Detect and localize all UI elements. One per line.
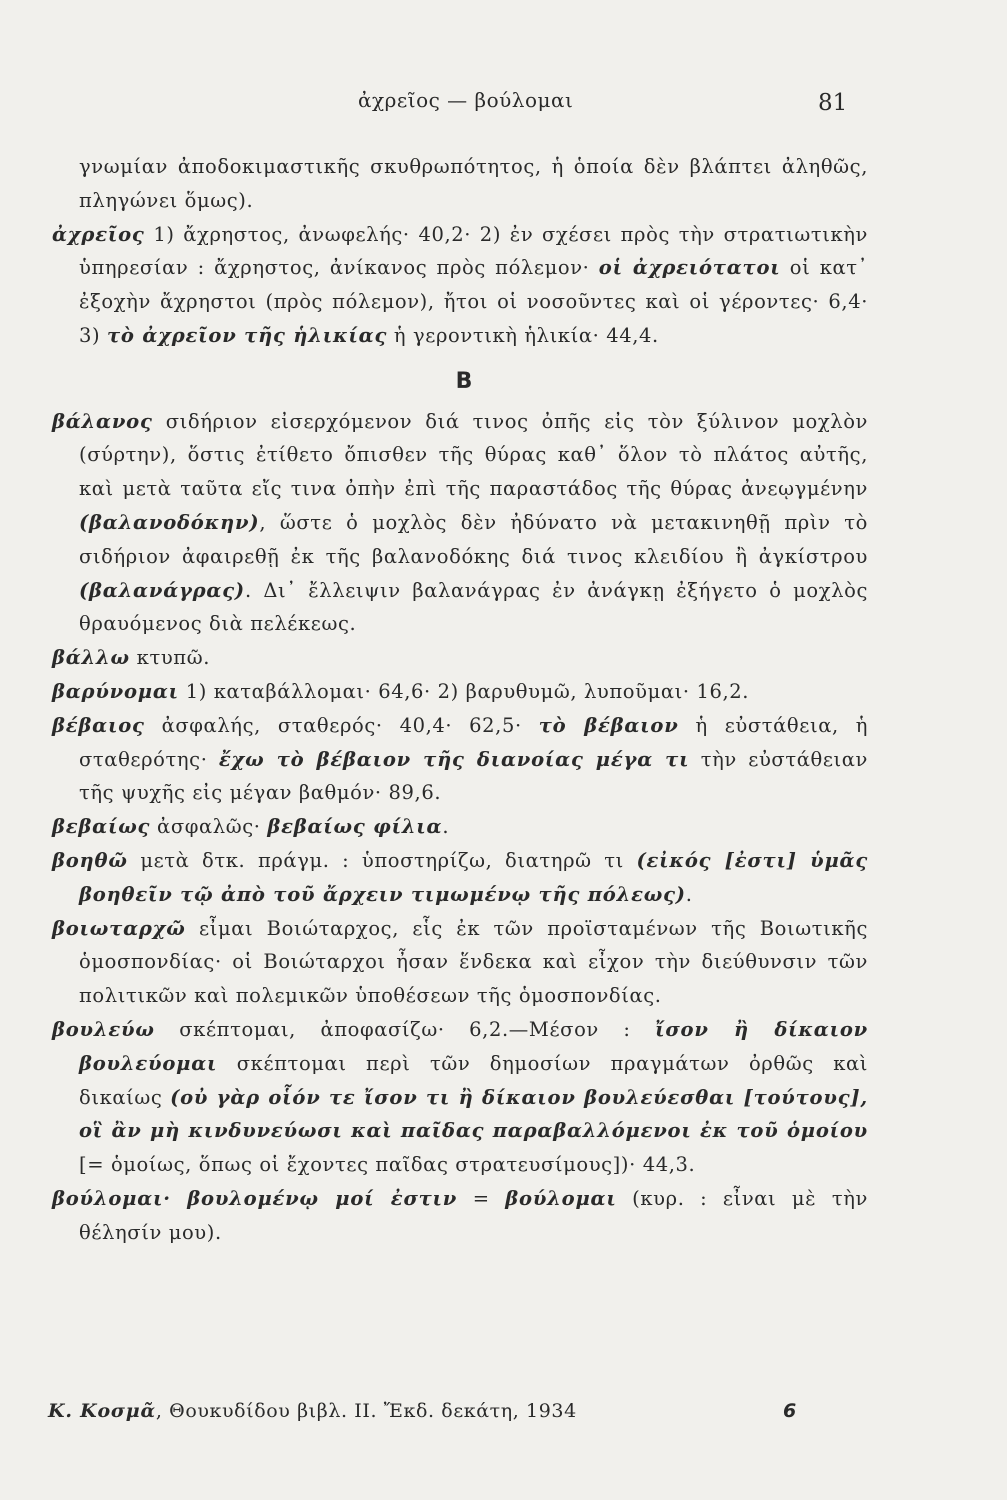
entry-text: σιδήριον εἰσερχόμενον διά τινος ὀπῆς εἰς τὸν ξύλινον μοχλὸν (σύρτην), ὅστις ἐτίθετο ὄπισθεν τῆς θύρας καθ᾽ ὅλον τὸ πλάτος αὐτῆς, καὶ μετὰ ταῦτα εἴς τινα ὀπὴν ἐπὶ τῆς παραστάδος τῆς θύρας ἀνεῳγμένην [79,409,868,501]
entry-text: ἡ γεροντικὴ ἡλικία· 44,4. [387,323,659,347]
phrase: τὸ ἀχρεῖον τῆς ἡλικίας [107,323,388,347]
lemma: βουλεύω [52,1017,155,1041]
running-head: ἀχρεῖος — βούλομαι [358,88,574,112]
entry-text: (κυρ. : εἶναι μὲ τὴν θέλησίν μου). [79,1186,868,1244]
phrase: (βαλανοδόκην) [79,510,260,534]
entry-text: οἱ κατ᾽ ἐξοχὴν ἄχρηστοι (πρὸς πόλεμον), ἤτοι οἱ νοσοῦντες καὶ οἱ γέροντες· 6,4· 3) [79,256,868,347]
entry-barynomai [52,675,868,709]
entry-achreios [52,218,868,353]
entry-text: 1) ἄχρηστος, ἀνωφελής· 40,2· 2) ἐν σχέσει πρὸς τὴν στρατιωτικὴν ὑπηρεσίαν : ἄχρηστος, ἀνίκανος πρὸς πόλεμον· [79,222,868,280]
entry-text: κτυπῶ. [129,646,211,670]
entry-boiotarcho [52,912,868,1013]
phrase: βουλομένῳ μοί ἐστιν [170,1186,458,1210]
lemma: ἀχρεῖος [52,222,145,246]
phrase: (εἰκός [ἐστι] ὑμᾶς βοηθεῖν τῷ ἀπὸ τοῦ ἄρχειν τιμωμένῳ τῆς πόλεως) [79,848,868,906]
continued-paragraph: γνωμίαν ἀποδοκιμαστικῆς σκυθρωπότητος, ἡ ὁποία δὲν βλάπτει ἀληθῶς, πληγώνει ὅμως). [79,155,868,212]
entry-text: ἀσφαλής, σταθερός· 40,4· 62,5· [144,713,539,737]
entry-bohtho [52,844,868,912]
page-header [0,88,1007,122]
phrase: ἔχω τὸ βέβαιον τῆς διανοίας μέγα τι [218,747,690,771]
entry-text: . [685,882,693,906]
entry-bebaios-adv [52,810,868,844]
lemma: βοιωταρχῶ [52,916,186,940]
lemma: βάλλω [52,646,130,670]
entry-text: [= ὁμοίως, ὅπως οἱ ἔχοντες παῖδας στρατευσίμους])· 44,3. [79,1153,696,1177]
phrase: οἱ ἀχρειότατοι [598,256,781,280]
lemma: βούλομαι· [52,1186,171,1210]
lemma: βοηθῶ [52,848,128,872]
lemma: βαρύνομαι [52,679,179,703]
lemma: βάλανος [52,409,153,433]
lemma: βέβαιος [52,713,145,737]
entry-text: εἶμαι Βοιώταρχος, εἷς ἐκ τῶν προϊσταμένων τῆς Βοιωτικῆς ὁμοσπονδίας· οἱ Βοιώταρχοι ἦσαν ἕνδεκα καὶ εἶχον τὴν διεύθυνσιν τῶν πολιτικῶν καὶ πολεμικῶν ὑποθέσεων τῆς ὁμοσπονδίας. [79,916,868,1008]
phrase: βούλομαι [505,1186,617,1210]
entry-text: . Δι᾽ ἔλλειψιν βαλανάγρας ἐν ἀνάγκῃ ἐξήγετο ὁ μοχλὸς θραυόμενος διὰ πελέκεως. [79,578,868,636]
section-letter: Β [455,368,473,394]
entry-text: ἀσφαλῶς· [150,815,268,839]
footer-author: Κ. Κοσμᾶ [48,1400,156,1422]
entry-ballo [52,641,868,675]
page-footer [48,1400,868,1422]
entry-text: τὴν εὐστάθειαν τῆς ψυχῆς εἰς μέγαν βαθμόν· 89,6. [79,747,868,805]
entry-text: , ὥστε ὁ μοχλὸς δὲν ἠδύνατο νὰ μετακινηθῇ πρὶν τὸ σιδήριον ἀφαιρεθῇ ἐκ τῆς βαλανοδόκης διά τινος κλειδίου ἢ ἀγκίστρου [79,510,868,568]
entry-text: 1) καταβάλλομαι· 64,6· 2) βαρυθυμῶ, λυποῦμαι· 16,2. [178,679,750,703]
entry-text: μετὰ δτκ. πράγμ. : ὑποστηρίζω, διατηρῶ τι [127,848,637,872]
entry-text: = [457,1186,506,1210]
footer-text: , Θουκυδίδου βιβλ. II. Ἔκδ. δεκάτη, 1934 [155,1400,577,1422]
lemma: βεβαίως [52,815,151,839]
entry-boulomai [52,1182,868,1250]
phrase: ἴσον ἢ δίκαιον βουλεύομαι [79,1017,868,1075]
phrase: (οὐ γὰρ οἷόν τε ἴσον τι ἢ δίκαιον βουλεύεσθαι [τούτους], οἳ ἂν μὴ κινδυνεύωσι καὶ παῖδας παραβαλλόμενοι ἐκ τοῦ ὁμοίου [79,1085,868,1143]
entry-text: ἡ εὐστάθεια, ἡ σταθερότης· [79,713,868,771]
signature-mark: 6 [783,1400,797,1422]
entry-text: σκέπτομαι, ἀποφασίζω· 6,2.—Μέσον : [154,1017,656,1041]
entry-balanos [52,405,868,642]
phrase: βεβαίως φίλια [267,815,443,839]
phrase: (βαλανάγρας) [79,578,245,602]
dictionary-body [52,150,868,1250]
entry-bouleuo [52,1013,868,1182]
phrase: τὸ βέβαιον [538,713,679,737]
entry-bebaios [52,709,868,810]
page-number: 81 [818,90,848,116]
entry-text: . [442,815,450,839]
entry-text: σκέπτομαι περὶ τῶν δημοσίων πραγμάτων ὀρθῶς καὶ δικαίως [79,1051,868,1109]
